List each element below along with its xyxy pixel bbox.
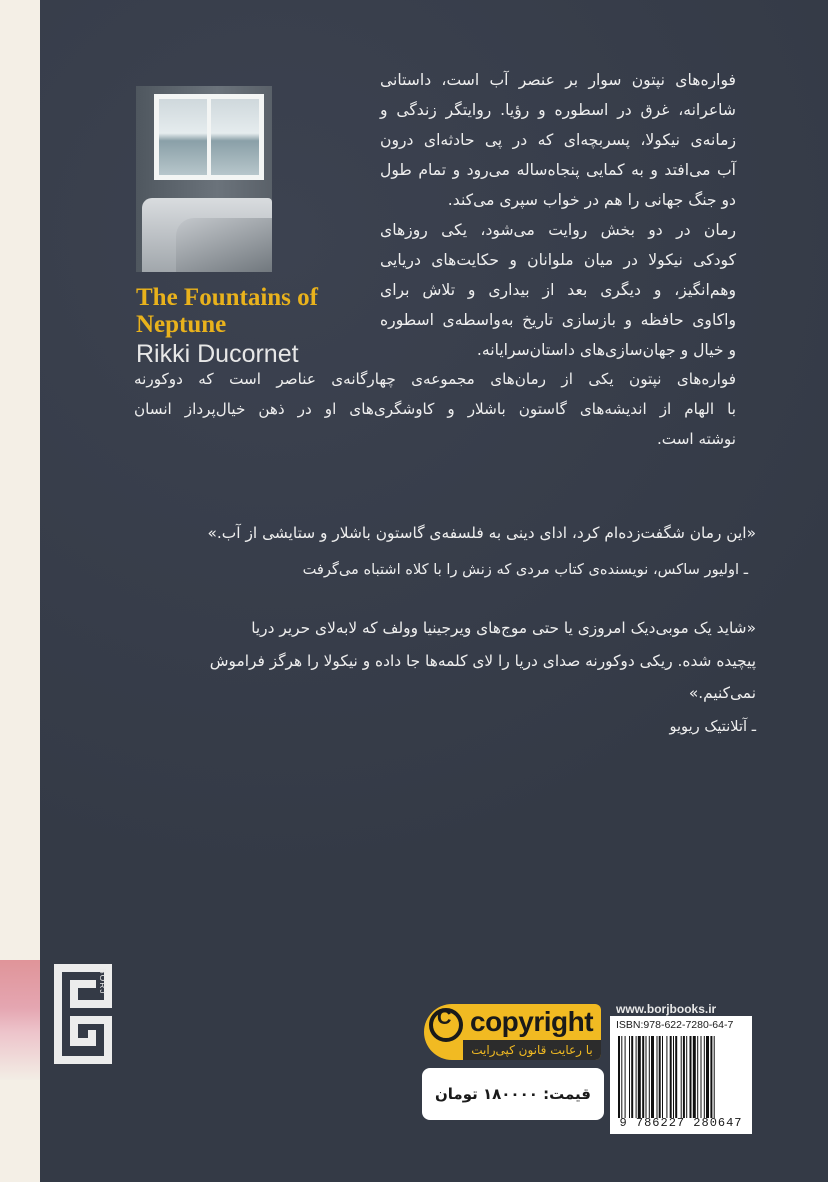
blurb-line: زمانه‌ی نیکولا، پسربچه‌ای که در پی حادثه‌ای درون bbox=[380, 131, 736, 149]
isbn-text: ISBN:978-622-7280-64-7 bbox=[616, 1019, 734, 1031]
quote-text: نمی‌کنیم.» bbox=[688, 684, 756, 702]
window-image bbox=[154, 94, 264, 180]
blurb-line: واکاوی حافظه و بازسازی تاریخ به‌واسطه‌ی اسطوره bbox=[380, 311, 736, 329]
blurb-line: و خیال و جهان‌سازی‌های داستان‌سرایانه. bbox=[476, 341, 736, 359]
blurb-line: فواره‌های نپتون سوار بر عنصر آب است، داستانی bbox=[380, 71, 736, 89]
quote-attribution: ـ آتلانتیک ریویو bbox=[669, 718, 756, 735]
copyright-subtitle: با رعایت قانون کپی‌رایت bbox=[463, 1040, 601, 1060]
isbn-barcode-box bbox=[610, 1016, 752, 1134]
publisher-website: www.borjbooks.ir bbox=[616, 1002, 717, 1016]
blurb-line: نوشته است. bbox=[656, 430, 736, 448]
copyright-word: copyright bbox=[470, 1006, 594, 1037]
blurb-line: وهم‌انگیز، و دیگری بعد از بیداری و تلاش برای bbox=[380, 281, 736, 299]
barcode-icon bbox=[616, 1036, 746, 1118]
english-title: The Fountains of Neptune bbox=[136, 284, 318, 338]
blurb-line: با الهام از اندیشه‌های گاستون باشلار و کاوشگری‌های او در ذهن خیال‌پرداز انسان bbox=[134, 400, 736, 418]
copyright-symbol: C bbox=[437, 1007, 452, 1029]
quote-text: «شاید یک موبی‌دیک امروزی یا حتی موج‌های ویرجینیا وولف که لابه‌لای حریر دریا bbox=[251, 619, 756, 637]
blurb-line: دو جنگ جهانی را هم در خواب سپری می‌کند. bbox=[447, 191, 736, 209]
spine-color-stripe bbox=[0, 960, 40, 1080]
english-author: Rikki Ducornet bbox=[136, 340, 299, 368]
blurb-line: فواره‌های نپتون یکی از رمان‌های مجموعه‌ی چهارگانه‌ی عناصر است که دوکورنه bbox=[134, 370, 736, 388]
quote-text: «این رمان شگفت‌زده‌ام کرد، ادای دینی به فلسفه‌ی گاستون باشلار و ستایشی از آب.» bbox=[207, 524, 756, 542]
blurb-wide bbox=[134, 364, 736, 454]
blurb-narrow bbox=[380, 65, 736, 365]
blurb-line: رمان در دو بخش روایت می‌شود، یکی روزهای bbox=[380, 221, 736, 239]
blurb-line: کودکی نیکولا در میان ملوانان و حکایت‌های دریایی bbox=[380, 251, 736, 269]
blurb-line: آب می‌افتد و به کمایی پنجاه‌ساله می‌رود و تمام طول bbox=[380, 161, 736, 179]
blurb-line: شاعرانه، غرق در اسطوره و رؤیا. روایتگر زندگی و bbox=[380, 101, 736, 119]
copyright-badge bbox=[424, 1004, 601, 1060]
price-label: قیمت: ۱۸۰۰۰۰ تومان bbox=[422, 1068, 604, 1120]
cover-photo-window bbox=[136, 86, 272, 272]
quote-text: پیچیده شده. ریکی دوکورنه صدای دریا را لای کلمه‌ها جا داده و نیکولا را هرگز فراموش bbox=[209, 652, 756, 670]
publisher-brand-vertical: BORJ bbox=[98, 968, 108, 995]
barcode-digits: 9 786227 280647 bbox=[619, 1116, 743, 1130]
quote-attribution: ـ اولیور ساکس، نویسنده‌ی کتاب مردی که زنش را با کلاه اشتباه می‌گرفت bbox=[302, 561, 748, 578]
